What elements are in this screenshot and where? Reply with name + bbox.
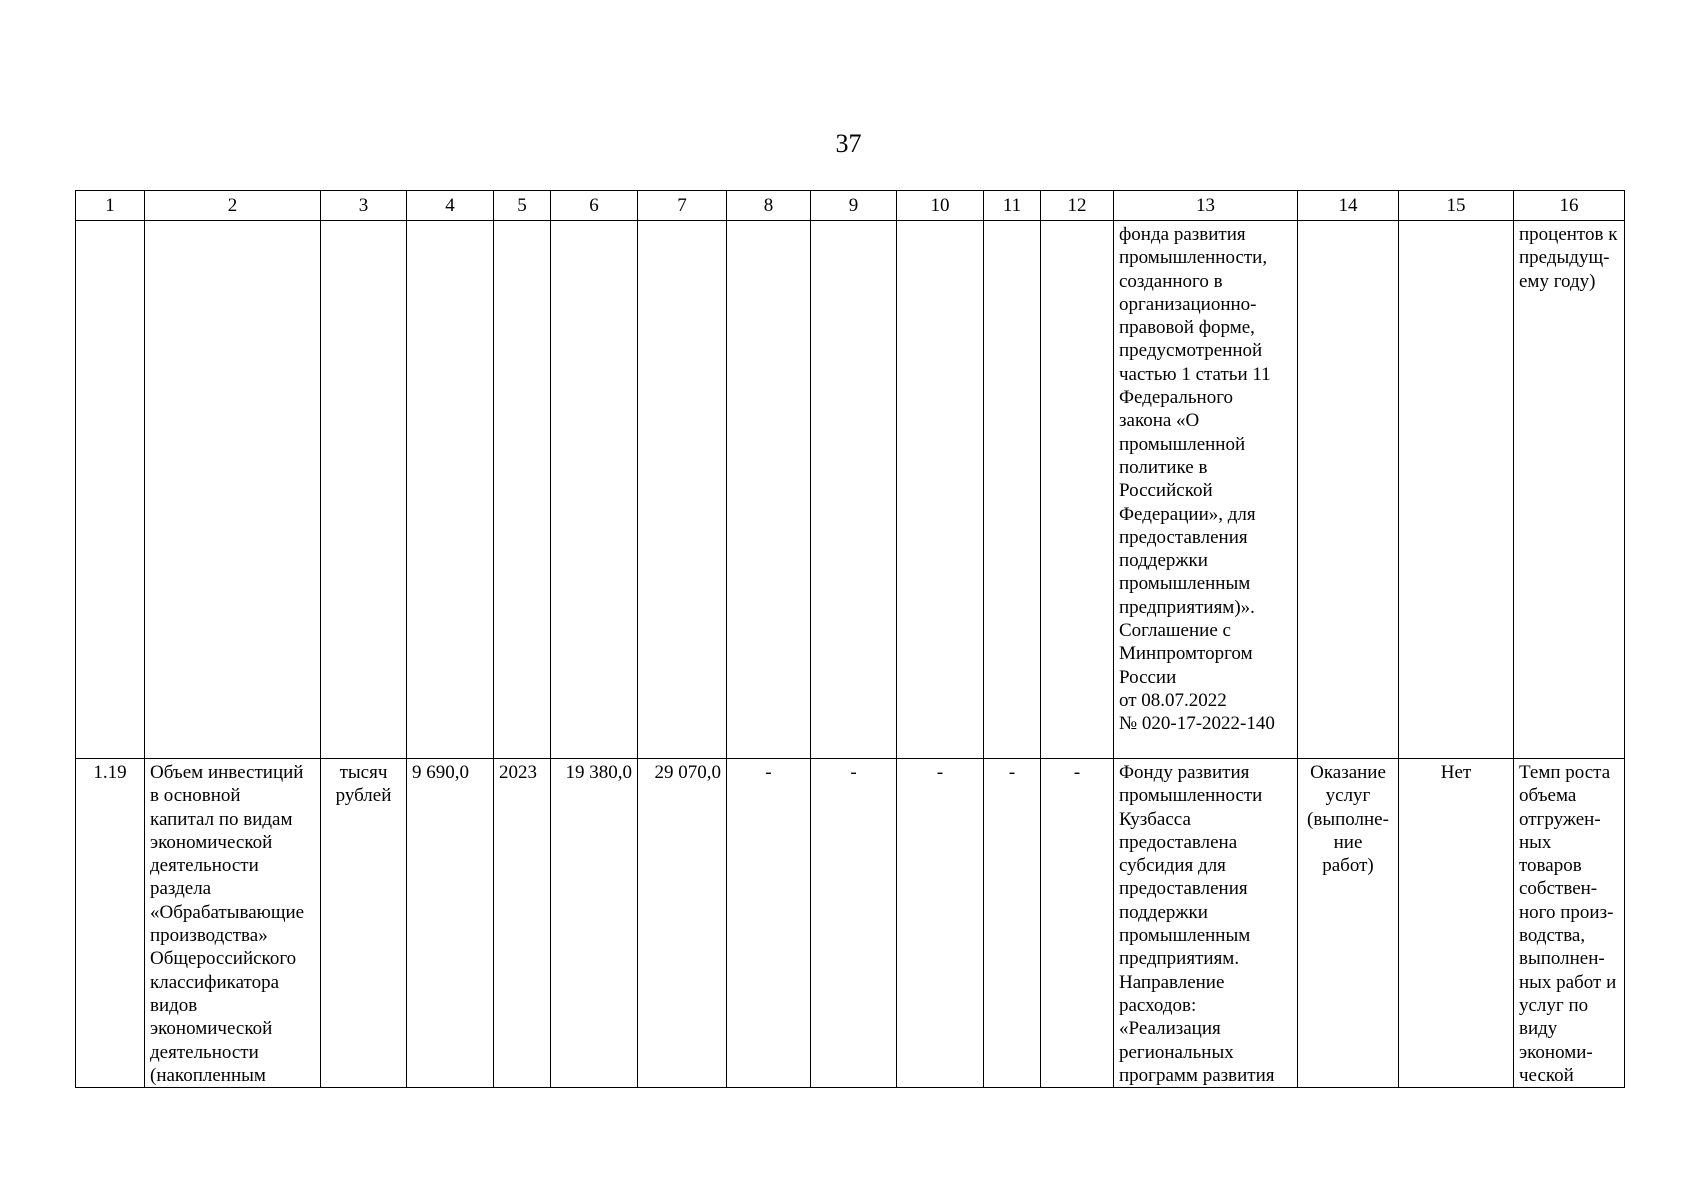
text-line: промышленным	[1119, 573, 1251, 595]
table-cell	[551, 221, 638, 759]
cell-value-col6: 19 380,0	[551, 759, 638, 1088]
cell-value-col15: Нет	[1399, 759, 1514, 1088]
text-line: Фонду развития	[1119, 762, 1250, 783]
text-line: товаров	[1519, 855, 1582, 877]
text-line: водства,	[1519, 925, 1586, 947]
text-line: Объем инвестиций	[150, 762, 304, 783]
table-row-continued	[76, 221, 1625, 759]
text-line: Соглашение с	[1119, 620, 1231, 642]
text-line: экономической	[150, 831, 273, 853]
text-line: организационно-	[1119, 293, 1257, 315]
text-line: предприятиям.	[1119, 948, 1240, 970]
text-line: «Обрабатывающие	[150, 901, 305, 923]
text-line: услуг по	[1519, 994, 1589, 1016]
text-line: (выполне-	[1307, 808, 1389, 830]
table-cell	[321, 221, 407, 759]
table-cell	[897, 221, 984, 759]
header-row	[76, 191, 1625, 221]
column-header: 12	[1041, 191, 1114, 221]
text-line: фонда развития	[1119, 224, 1246, 245]
text-line: ных работ и	[1519, 971, 1617, 993]
text-line: отгружен-	[1519, 808, 1601, 830]
text-line: собствен-	[1519, 878, 1598, 900]
page-number: 37	[835, 129, 862, 158]
text-line: деятельности	[150, 855, 259, 877]
text-line: закона «О	[1119, 410, 1200, 432]
text-line: виду	[1519, 1018, 1558, 1040]
text-line: предусмотренной	[1119, 340, 1263, 362]
cell-unit	[321, 759, 407, 1088]
column-header: 2	[145, 191, 321, 221]
column-header: 11	[984, 191, 1041, 221]
text-line: поддержки	[1119, 550, 1208, 572]
text-line: экономической	[150, 1018, 273, 1040]
cell-value-col8: -	[727, 759, 811, 1088]
text-line: «Реализация	[1119, 1018, 1221, 1040]
text-line: предоставлена	[1119, 831, 1238, 853]
column-header: 6	[551, 191, 638, 221]
text-line: предприятиям)».	[1119, 596, 1255, 618]
text-line: ческой	[1519, 1064, 1574, 1086]
table-cell	[1399, 221, 1514, 759]
cell-value-col9: -	[811, 759, 897, 1088]
cell-value-col10: -	[897, 759, 984, 1088]
cell-value-col12: -	[1041, 759, 1114, 1088]
text-line: Российской	[1119, 480, 1213, 502]
text-line: Направление	[1119, 971, 1225, 993]
text-line: промышленности	[1119, 785, 1263, 807]
cell-support-description	[1114, 221, 1298, 759]
text-line: тысяч	[339, 762, 388, 783]
column-header: 7	[638, 191, 727, 221]
column-header: 14	[1298, 191, 1399, 221]
text-line: региональных	[1119, 1041, 1234, 1063]
document-table	[75, 190, 1625, 1088]
text-line: программ развития	[1119, 1064, 1275, 1086]
table-cell	[811, 221, 897, 759]
cell-support-description	[1114, 759, 1298, 1088]
cell-value-col7: 29 070,0	[638, 759, 727, 1088]
cell-indicator-name	[145, 759, 321, 1088]
table-cell	[407, 221, 494, 759]
text-line: ему году)	[1519, 270, 1596, 292]
cell-value-col4: 9 690,0	[407, 759, 494, 1088]
column-header: 8	[727, 191, 811, 221]
text-line: промышленной	[1119, 433, 1246, 455]
cell-row-number: 1.19	[76, 759, 145, 1088]
column-header: 3	[321, 191, 407, 221]
text-line: (накопленным	[150, 1064, 266, 1086]
text-line: ных	[1519, 831, 1552, 853]
text-line: правовой форме,	[1119, 317, 1255, 339]
text-line: Минпромторгом	[1119, 643, 1253, 665]
text-line: Федерального	[1119, 387, 1234, 409]
column-header: 10	[897, 191, 984, 221]
text-line: предыдущ-	[1519, 247, 1610, 269]
column-header: 1	[76, 191, 145, 221]
table-cell	[727, 221, 811, 759]
text-line: от 08.07.2022	[1119, 689, 1227, 711]
table-cell	[494, 221, 551, 759]
text-line: предоставления	[1119, 878, 1248, 900]
text-line: частью 1 статьи 11	[1119, 363, 1271, 385]
column-header: 9	[811, 191, 897, 221]
text-line: поддержки	[1119, 901, 1208, 923]
column-header: 5	[494, 191, 551, 221]
text-line: Общероссийского	[150, 948, 297, 970]
text-line: услуг	[1325, 785, 1371, 807]
text-line: деятельности	[150, 1041, 259, 1063]
table-cell	[1298, 221, 1399, 759]
cell-value-col11: -	[984, 759, 1041, 1088]
text-line: Оказание	[1310, 762, 1386, 783]
text-line: объема	[1519, 785, 1577, 807]
text-line: Темп роста	[1519, 762, 1611, 783]
text-line: № 020-17-2022-140	[1119, 713, 1275, 735]
column-header: 13	[1114, 191, 1298, 221]
cell-result-type	[1298, 759, 1399, 1088]
cell-indicator-note	[1514, 221, 1625, 759]
table-cell	[638, 221, 727, 759]
text-line: экономи-	[1519, 1041, 1593, 1063]
text-line: процентов к	[1519, 224, 1618, 245]
text-line: Федерации», для	[1119, 503, 1256, 525]
column-header: 16	[1514, 191, 1625, 221]
cell-indicator-note	[1514, 759, 1625, 1088]
text-line: предоставления	[1119, 526, 1248, 548]
table-cell	[1041, 221, 1114, 759]
text-line: Кузбасса	[1119, 808, 1191, 830]
text-line: классификатора	[150, 971, 280, 993]
text-line: созданного в	[1119, 270, 1223, 292]
table-cell	[984, 221, 1041, 759]
text-line: рублей	[335, 785, 392, 807]
text-line: промышленным	[1119, 925, 1251, 947]
text-line: раздела	[150, 878, 212, 900]
cell-value-col5: 2023	[494, 759, 551, 1088]
column-header: 4	[407, 191, 494, 221]
text-line: расходов:	[1119, 994, 1197, 1016]
text-line: капитал по видам	[150, 808, 293, 830]
text-line: ного произ-	[1519, 901, 1614, 923]
text-line: ние	[1333, 831, 1363, 853]
column-header: 15	[1399, 191, 1514, 221]
text-line: видов	[150, 994, 198, 1016]
table-cell	[145, 221, 321, 759]
text-line: промышленности,	[1119, 247, 1268, 269]
text-line: субсидия для	[1119, 855, 1226, 877]
table-cell	[76, 221, 145, 759]
table-row-1-19	[76, 759, 1625, 1088]
text-line: в основной	[150, 785, 241, 807]
text-line: политике в	[1119, 456, 1208, 478]
text-line: производства»	[150, 925, 268, 947]
text-line: работ)	[1322, 855, 1374, 877]
text-line: России	[1119, 666, 1177, 688]
text-line: выполнен-	[1519, 948, 1605, 970]
